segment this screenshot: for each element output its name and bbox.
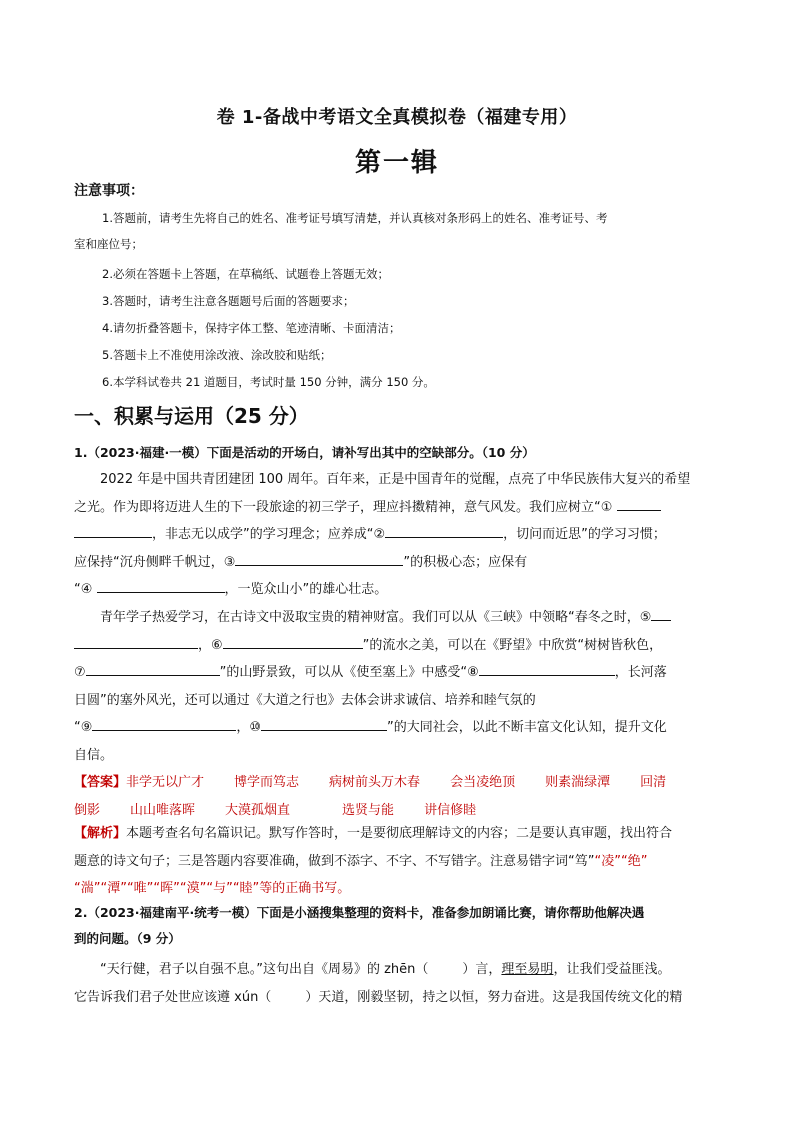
question-1-passage-2	[74, 604, 734, 769]
notes-heading: 注意事项：	[74, 183, 144, 199]
answer-label: 【答案】	[74, 775, 127, 790]
page-title: 卷 1-备战中考语文全真模拟卷（福建专用）	[216, 107, 578, 128]
answer-item: 选贤与能	[342, 802, 395, 818]
text-line: “⑨ ，⑩ ”的大同社会，以此不断丰富文化认知，提升文化	[74, 714, 734, 742]
text-line: ，非志无以成学”的学习理念；应养成“② ，切问而近思”的学习习惯；	[74, 521, 734, 549]
answer-item: 博学而笃志	[234, 775, 300, 790]
note-item-1-continued: 室和座位号；	[74, 237, 143, 251]
question-1-passage-1	[74, 466, 734, 604]
text-line: 应保持“沉舟侧畔千帆过，③ ”的积极心态；应保有	[74, 549, 734, 577]
answer-item: 山山唯落晖	[130, 802, 196, 818]
blank-9[interactable]	[92, 715, 236, 731]
text-line: 【解析】本题考查名句名篇识记。默写作答时，一是要彻底理解诗文的内容；二是要认真审题，找出符合	[74, 826, 673, 841]
blank-10[interactable]	[261, 715, 387, 731]
text-line: ⑦ ”的山野景致，可以从《使至塞上》中感受“⑧ ，长河落	[74, 659, 734, 687]
note-item-1: 1.答题前，请考生先将自己的姓名、准考证号填写清楚，并认真核对条形码上的姓名、准考证号、考 室和座位号；	[102, 212, 732, 251]
question-1-analysis	[74, 820, 734, 903]
section-heading: 一、积累与运用（25 分）	[74, 404, 309, 428]
answer-item: 讲信修睦	[424, 802, 477, 818]
blank-1[interactable]	[617, 495, 661, 511]
question-1-heading: 1.（2023·福建·一模）下面是活动的开场白，请补写出其中的空缺部分。（10 分）	[74, 445, 535, 460]
text-line: 题意的诗文句子；三是答题内容要准确，做到不添字、不字、不写错字。注意易错字词“笃”“凌”“绝”	[74, 853, 648, 869]
text-line: “④ ，一览众山小”的雄心壮志。	[74, 576, 734, 604]
underlined-phrase: 理至易明	[501, 962, 554, 977]
blank-6[interactable]	[223, 633, 363, 649]
note-item-4: 4.请勿折叠答题卡，保持字体工整、笔迹清晰、卡面清洁；	[102, 321, 401, 335]
question-2-passage	[74, 956, 734, 1011]
text-line: “天行健，君子以自强不息。”这句出自《周易》的 zhēn（ ）言，理至易明，让我们受益匪浅。	[100, 962, 671, 977]
blank-7[interactable]	[86, 660, 220, 676]
answer-item: 倒影	[74, 802, 101, 818]
answer-item: 非学无以广才	[126, 775, 205, 790]
text-line: 它告诉我们君子处世应该遵 xún（ ）天道，刚毅坚韧，持之以恒，努力奋进。这是我国传统文化的精	[74, 989, 683, 1005]
analysis-label: 【解析】	[74, 826, 127, 841]
answer-item: 则素湍绿潭	[545, 775, 611, 790]
blank-4[interactable]	[97, 577, 225, 593]
note-item-3: 3.答题时，请考生注意各题题号后面的答题要求；	[102, 294, 355, 308]
answer-item: 大漠孤烟直	[225, 802, 291, 818]
note-item-6: 6.本学科试卷共 21 道题目，考试时量 150 分钟，满分 150 分。	[102, 375, 435, 389]
text-line: 日圆”的塞外风光，还可以通过《大道之行也》去体会讲求诚信、培养和睦气氛的	[74, 692, 536, 708]
blank-1-continued[interactable]	[74, 522, 152, 538]
blank-2[interactable]	[385, 522, 503, 538]
answer-item: 病树前头万木春	[329, 775, 421, 790]
blank-5-continued[interactable]	[74, 633, 198, 649]
answer-line-1	[74, 769, 734, 797]
text-line: “湍”“潭”“唯”“晖”“漠”“与”“睦”等的正确书写。	[74, 881, 351, 896]
note-item-5: 5.答题卡上不准使用涂改液、涂改胶和贴纸；	[102, 348, 332, 362]
blank-8[interactable]	[479, 660, 615, 676]
text-line: 自信。	[74, 747, 114, 763]
blank-5[interactable]	[651, 605, 671, 621]
note-item-2: 2.必须在答题卡上答题，在草稿纸、试题卷上答题无效；	[102, 267, 389, 281]
blank-3[interactable]	[235, 550, 403, 566]
page-subtitle: 第一辑	[354, 148, 439, 178]
answer-item: 回清	[640, 775, 667, 790]
question-1-answer	[74, 769, 734, 824]
answer-item: 会当凌绝顶	[450, 775, 516, 790]
text-line: 青年学子热爱学习，在古诗文中汲取宝贵的精神财富。我们可以从《三峡》中领略“春冬之时，⑤	[74, 604, 734, 632]
text-line: 2022 年是中国共青团建团 100 周年。百年来，正是中国青年的觉醒，点亮了中华民族伟大复兴的希望	[100, 472, 691, 487]
question-2-heading: 2.（2023·福建南平·统考一模）下面是小涵搜集整理的资料卡，准备参加朗诵比赛，请你帮助他解决遇 到的问题。（9 分）	[74, 905, 645, 946]
text-line: ，⑥ ”的流水之美，可以在《野望》中欣赏“树树皆秋色，	[74, 632, 734, 660]
text-line: 之光。作为即将迈进人生的下一段旅途的初三学子，理应抖擞精神，意气风发。我们应树立“①	[74, 494, 734, 522]
